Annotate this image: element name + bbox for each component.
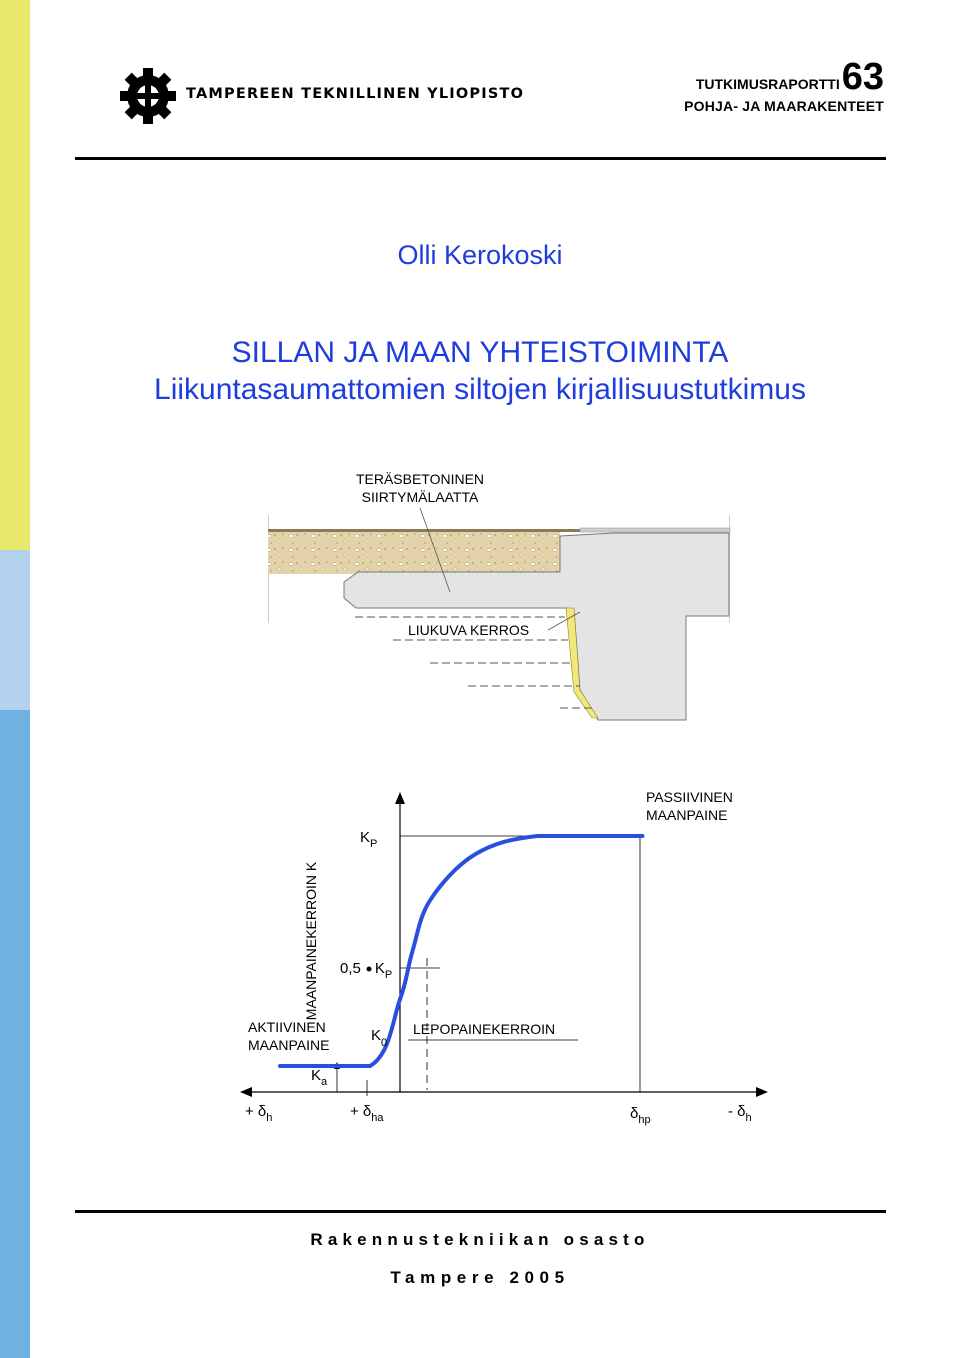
x-axis-arrow-left (240, 1087, 252, 1097)
kp-letter: K (360, 829, 371, 846)
active-label-line1: AKTIIVINEN (248, 1019, 326, 1035)
ka-subscript: a (321, 1076, 328, 1088)
y-axis-arrow (395, 792, 405, 804)
series-label: TUTKIMUSRAPORTTI (695, 76, 840, 92)
passive-label-line1: PASSIIVINEN (646, 789, 733, 805)
kp-subscript: P (370, 838, 378, 850)
x-tick-left-text: + δ (245, 1103, 267, 1120)
series-number: 63 (841, 56, 884, 98)
author-name: Olli Kerokoski (397, 240, 563, 270)
at-rest-label: LEPOPAINEKERROIN (413, 1021, 556, 1037)
ka-letter: K (311, 1067, 322, 1084)
label-sliding-layer: LIUKUVA KERROS (408, 622, 530, 638)
kp-label (360, 829, 377, 850)
x-tick-ha-text: + δ (350, 1103, 372, 1120)
y-axis-label: MAANPAINEKERROIN K (303, 861, 319, 1021)
deck-surface (580, 528, 730, 532)
x-tick-ha (350, 1103, 384, 1124)
university-name: TAMPEREEN TEKNILLINEN YLIOPISTO (186, 86, 525, 102)
pavement-surface (268, 529, 580, 532)
gravel-layer (268, 532, 560, 574)
x-tick-right-text: - δ (728, 1103, 746, 1120)
k0-letter: K (371, 1027, 382, 1044)
bottom-rule (75, 1210, 886, 1213)
k0-label (371, 1027, 387, 1049)
x-tick-right-sub: h (745, 1112, 752, 1124)
k0-subscript: 0 (381, 1037, 388, 1049)
x-tick-left-sub: h (266, 1112, 273, 1124)
x-tick-right (728, 1103, 752, 1124)
x-tick-ha-sub: ha (371, 1112, 384, 1124)
multiply-dot (367, 967, 372, 972)
x-tick-hp-text: δ (630, 1105, 639, 1122)
subtitle: Liikuntasaumattomien siltojen kirjallisuustutkimus (154, 373, 806, 406)
active-label-line2: MAANPAINE (248, 1037, 330, 1053)
label-slab-line2: SIIRTYMÄLAATTA (361, 489, 479, 505)
half-kp-label (340, 960, 392, 981)
main-title: SILLAN JA MAAN YHTEISTOIMINTA (231, 336, 729, 369)
label-slab-line1: TERÄSBETONINEN (355, 471, 485, 487)
x-tick-hp (630, 1105, 651, 1126)
department-series: POHJA- JA MAARAKENTEET (684, 98, 884, 114)
x-tick-hp-sub: hp (638, 1114, 651, 1126)
ka-label (311, 1067, 328, 1088)
department-footer: Rakennustekniikan osasto (310, 1230, 650, 1249)
passive-label-line2: MAANPAINE (646, 807, 728, 823)
place-year-footer: Tampere 2005 (390, 1268, 570, 1287)
half-kp-subscript: P (384, 969, 393, 981)
bridge-drawing (268, 508, 730, 720)
half-kp-prefix: 0,5 (340, 960, 361, 977)
x-tick-left (245, 1103, 272, 1124)
half-kp-letter: K (374, 960, 385, 977)
x-axis-arrow-right (756, 1087, 768, 1097)
